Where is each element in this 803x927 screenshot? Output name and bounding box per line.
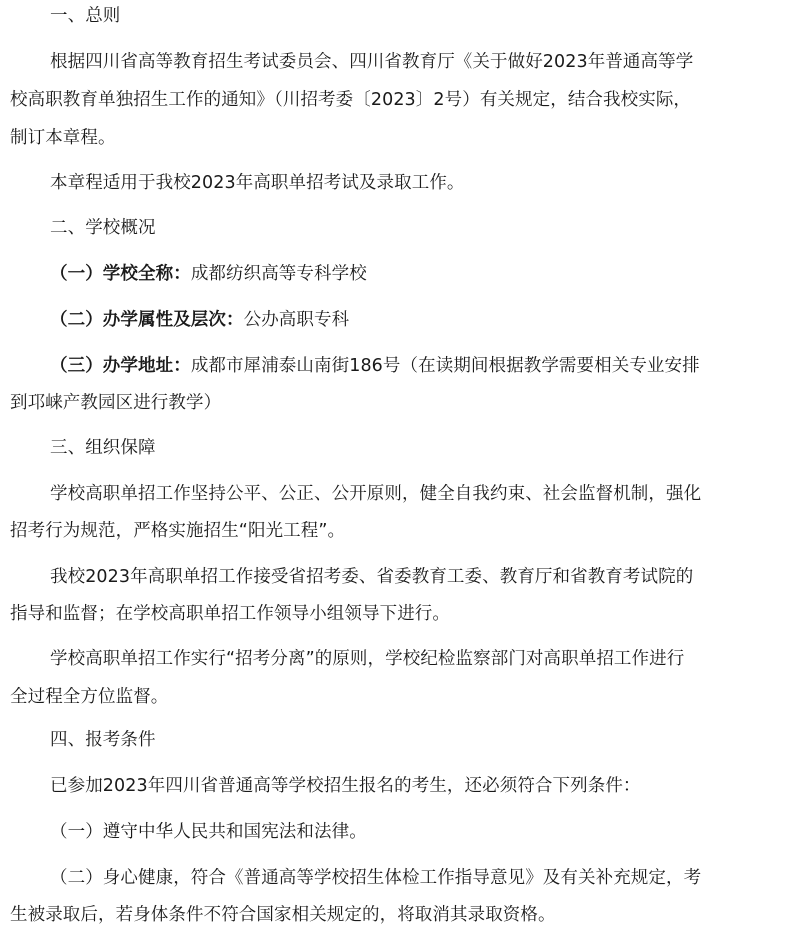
school-name-label: （一）学校全称： (50, 264, 191, 284)
condition-2-line-1: （二）身心健康，符合《普通高等学校招生体检工作指导意见》及有关补充规定，考 (50, 868, 702, 888)
school-type-value: 公办高职专科 (243, 310, 350, 330)
paragraph-separation-line-1: 学校高职单招工作实行“招考分离”的原则，学校纪检监察部门对高职单招工作进行 (50, 649, 685, 669)
paragraph-separation-line-2: 全过程全方位监督。 (10, 687, 169, 707)
section-heading-general: 一、总则 (50, 6, 121, 26)
paragraph-supervision-line-2: 指导和监督；在学校高职单招工作领导小组领导下进行。 (10, 604, 450, 624)
paragraph-scope: 本章程适用于我校2023年高职单招考试及录取工作。 (50, 173, 465, 193)
paragraph-eligibility-intro: 已参加2023年四川省普通高等学校招生报名的考生，还必须符合下列条件： (50, 776, 641, 796)
school-name-value: 成都纺织高等专科学校 (190, 264, 367, 284)
paragraph-supervision-line-1: 我校2023年高职单招工作接受省招考委、省委教育工委、教育厅和省教育考试院的 (50, 567, 694, 587)
paragraph-principles-line-1: 学校高职单招工作坚持公平、公正、公开原则，健全自我约束、社会监督机制，强化 (50, 484, 702, 504)
paragraph-principles-line-2: 招考行为规范，严格实施招生“阳光工程”。 (10, 521, 346, 541)
paragraph-basis-line-2: 校高职教育单独招生工作的通知》（川招考委〔2023〕2号）有关规定，结合我校实际， (10, 90, 692, 110)
section-heading-organization: 三、组织保障 (50, 438, 156, 458)
section-heading-school-overview: 二、学校概况 (50, 218, 156, 238)
section-heading-eligibility: 四、报考条件 (50, 730, 156, 750)
school-address-line-2: 到邛崃产教园区进行教学） (10, 393, 222, 413)
school-type-item (50, 309, 803, 332)
paragraph-basis-line-3: 制订本章程。 (10, 128, 116, 148)
school-name-item (50, 263, 803, 286)
condition-2-line-2: 生被录取后，若身体条件不符合国家相关规定的，将取消其录取资格。 (10, 905, 556, 925)
school-address-item (50, 355, 803, 378)
school-address-value: 成都市犀浦泰山南街186号（在读期间根据教学需要相关专业安排 (190, 356, 700, 376)
school-type-label: （二）办学属性及层次： (50, 310, 244, 330)
school-address-label: （三）办学地址： (50, 356, 191, 376)
condition-1: （一）遵守中华人民共和国宪法和法律。 (50, 822, 367, 842)
paragraph-basis-line-1: 根据四川省高等教育招生考试委员会、四川省教育厅《关于做好2023年普通高等学 (50, 52, 694, 72)
